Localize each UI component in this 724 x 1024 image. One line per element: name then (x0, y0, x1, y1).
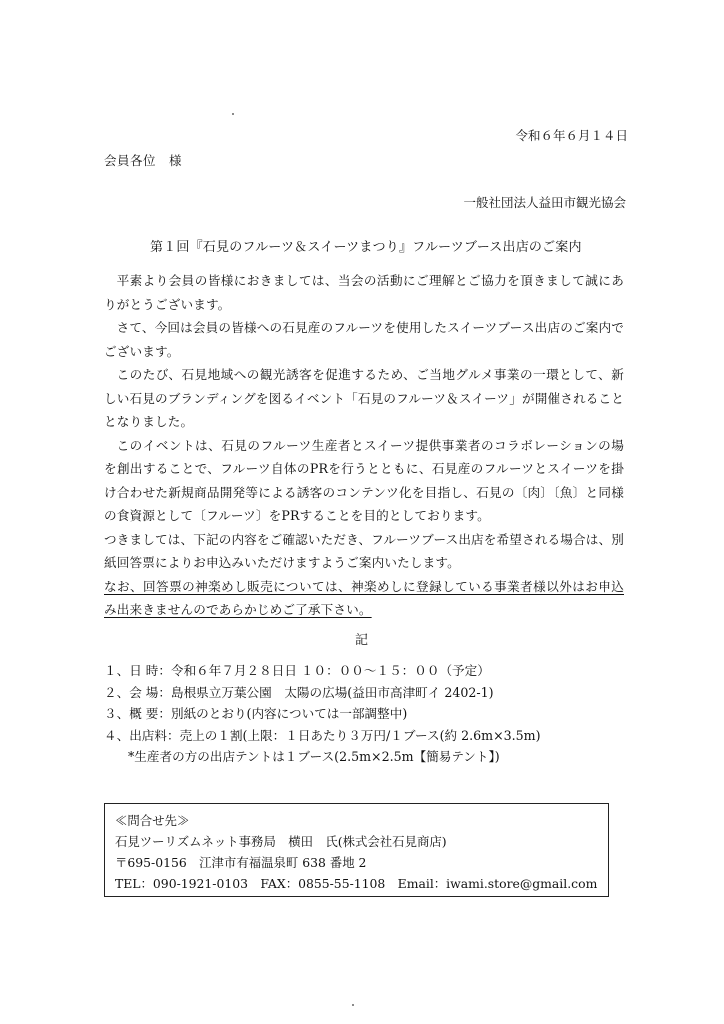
body-paragraph: つきましては、下記の内容をご確認いただき、フルーツブース出店を希望される場合は、別紙回答票によりお申込みいただけますようご案内いたします。 (104, 531, 624, 570)
contact-office: 石見ツーリズムネット事務局 横田 氏(株式会社石見商店) (115, 834, 447, 849)
body-paragraph: このイベントは、石見のフルーツ生産者とスイーツ提供事業者のコラボレーションの場を創出することで、フルーツ自体のPRを行うとともに、石見産のフルーツとスイーツを掛け合わせた新規商品開発等による誘客のコンテンツ化を目指し、石見の〔肉〕〔魚〕と同様の食資源として〔フルーツ〕をPRすることを目的としております。 (104, 437, 624, 523)
letter-body (104, 269, 624, 622)
body-paragraph: 平素より会員の皆様におきましては、当会の活動にご理解とご協力を頂きまして誠にありがとうございます。 (104, 273, 624, 312)
document-date: 令和６年６月１４日 (515, 128, 628, 143)
ki-heading: 記 (355, 633, 369, 648)
notice-paragraph (104, 575, 624, 622)
detail-item-venue: ２、会 場：島根県立万葉公園 太陽の広場(益田市高津町イ 2402-1) (104, 684, 494, 700)
sender-organization: 一般社団法人益田市観光協会 (463, 195, 626, 210)
detail-item-date: １、日 時：令和６年７月２８日日 １０：００～１５：００（予定） (104, 663, 490, 678)
contact-box (104, 803, 609, 897)
document-title: 第１回『石見のフルーツ＆スイーツまつり』フルーツブース出店のご案内 (150, 240, 582, 255)
addressee: 会員各位 様 (104, 153, 183, 168)
scan-speck (352, 1004, 354, 1006)
event-details (104, 660, 541, 768)
scan-speck (232, 113, 234, 115)
underlined-notice: なお、回答票の神楽めし販売については、神楽めしに登録している事業者様以外はお申込み出来きませんのであらかじめご了承下さい。 (104, 578, 624, 617)
contact-phones: TEL：090-1921-0103 FAX：0855-55-1108 Email：iwami.store@gmail.com (115, 876, 598, 891)
body-paragraph: さて、今回は会員の皆様への石見産のフルーツを使用したスイーツブース出店のご案内でございます。 (104, 320, 624, 359)
detail-item-fee: ４、出店料：売上の１割(上限：１日あたり３万円/１ブース(約 2.6m×3.5m) (104, 727, 541, 743)
detail-item-overview: ３、概 要：別紙のとおり(内容については一部調整中) (104, 706, 408, 721)
contact-address: 〒695-0156 江津市有福温泉町 638 番地 2 (115, 855, 367, 870)
contact-heading: ≪問合せ先≫ (115, 813, 190, 828)
body-paragraph: このたび、石見地域への観光誘客を促進するため、ご当地グルメ事業の一環として、新しい石見のブランディングを図るイベント「石見のフルーツ＆スイーツ」が開催されることとなりました。 (104, 367, 624, 429)
detail-item-tent-note: *生産者の方の出店テントは１ブース(2.5m×2.5m【簡易テント】) (128, 749, 500, 764)
